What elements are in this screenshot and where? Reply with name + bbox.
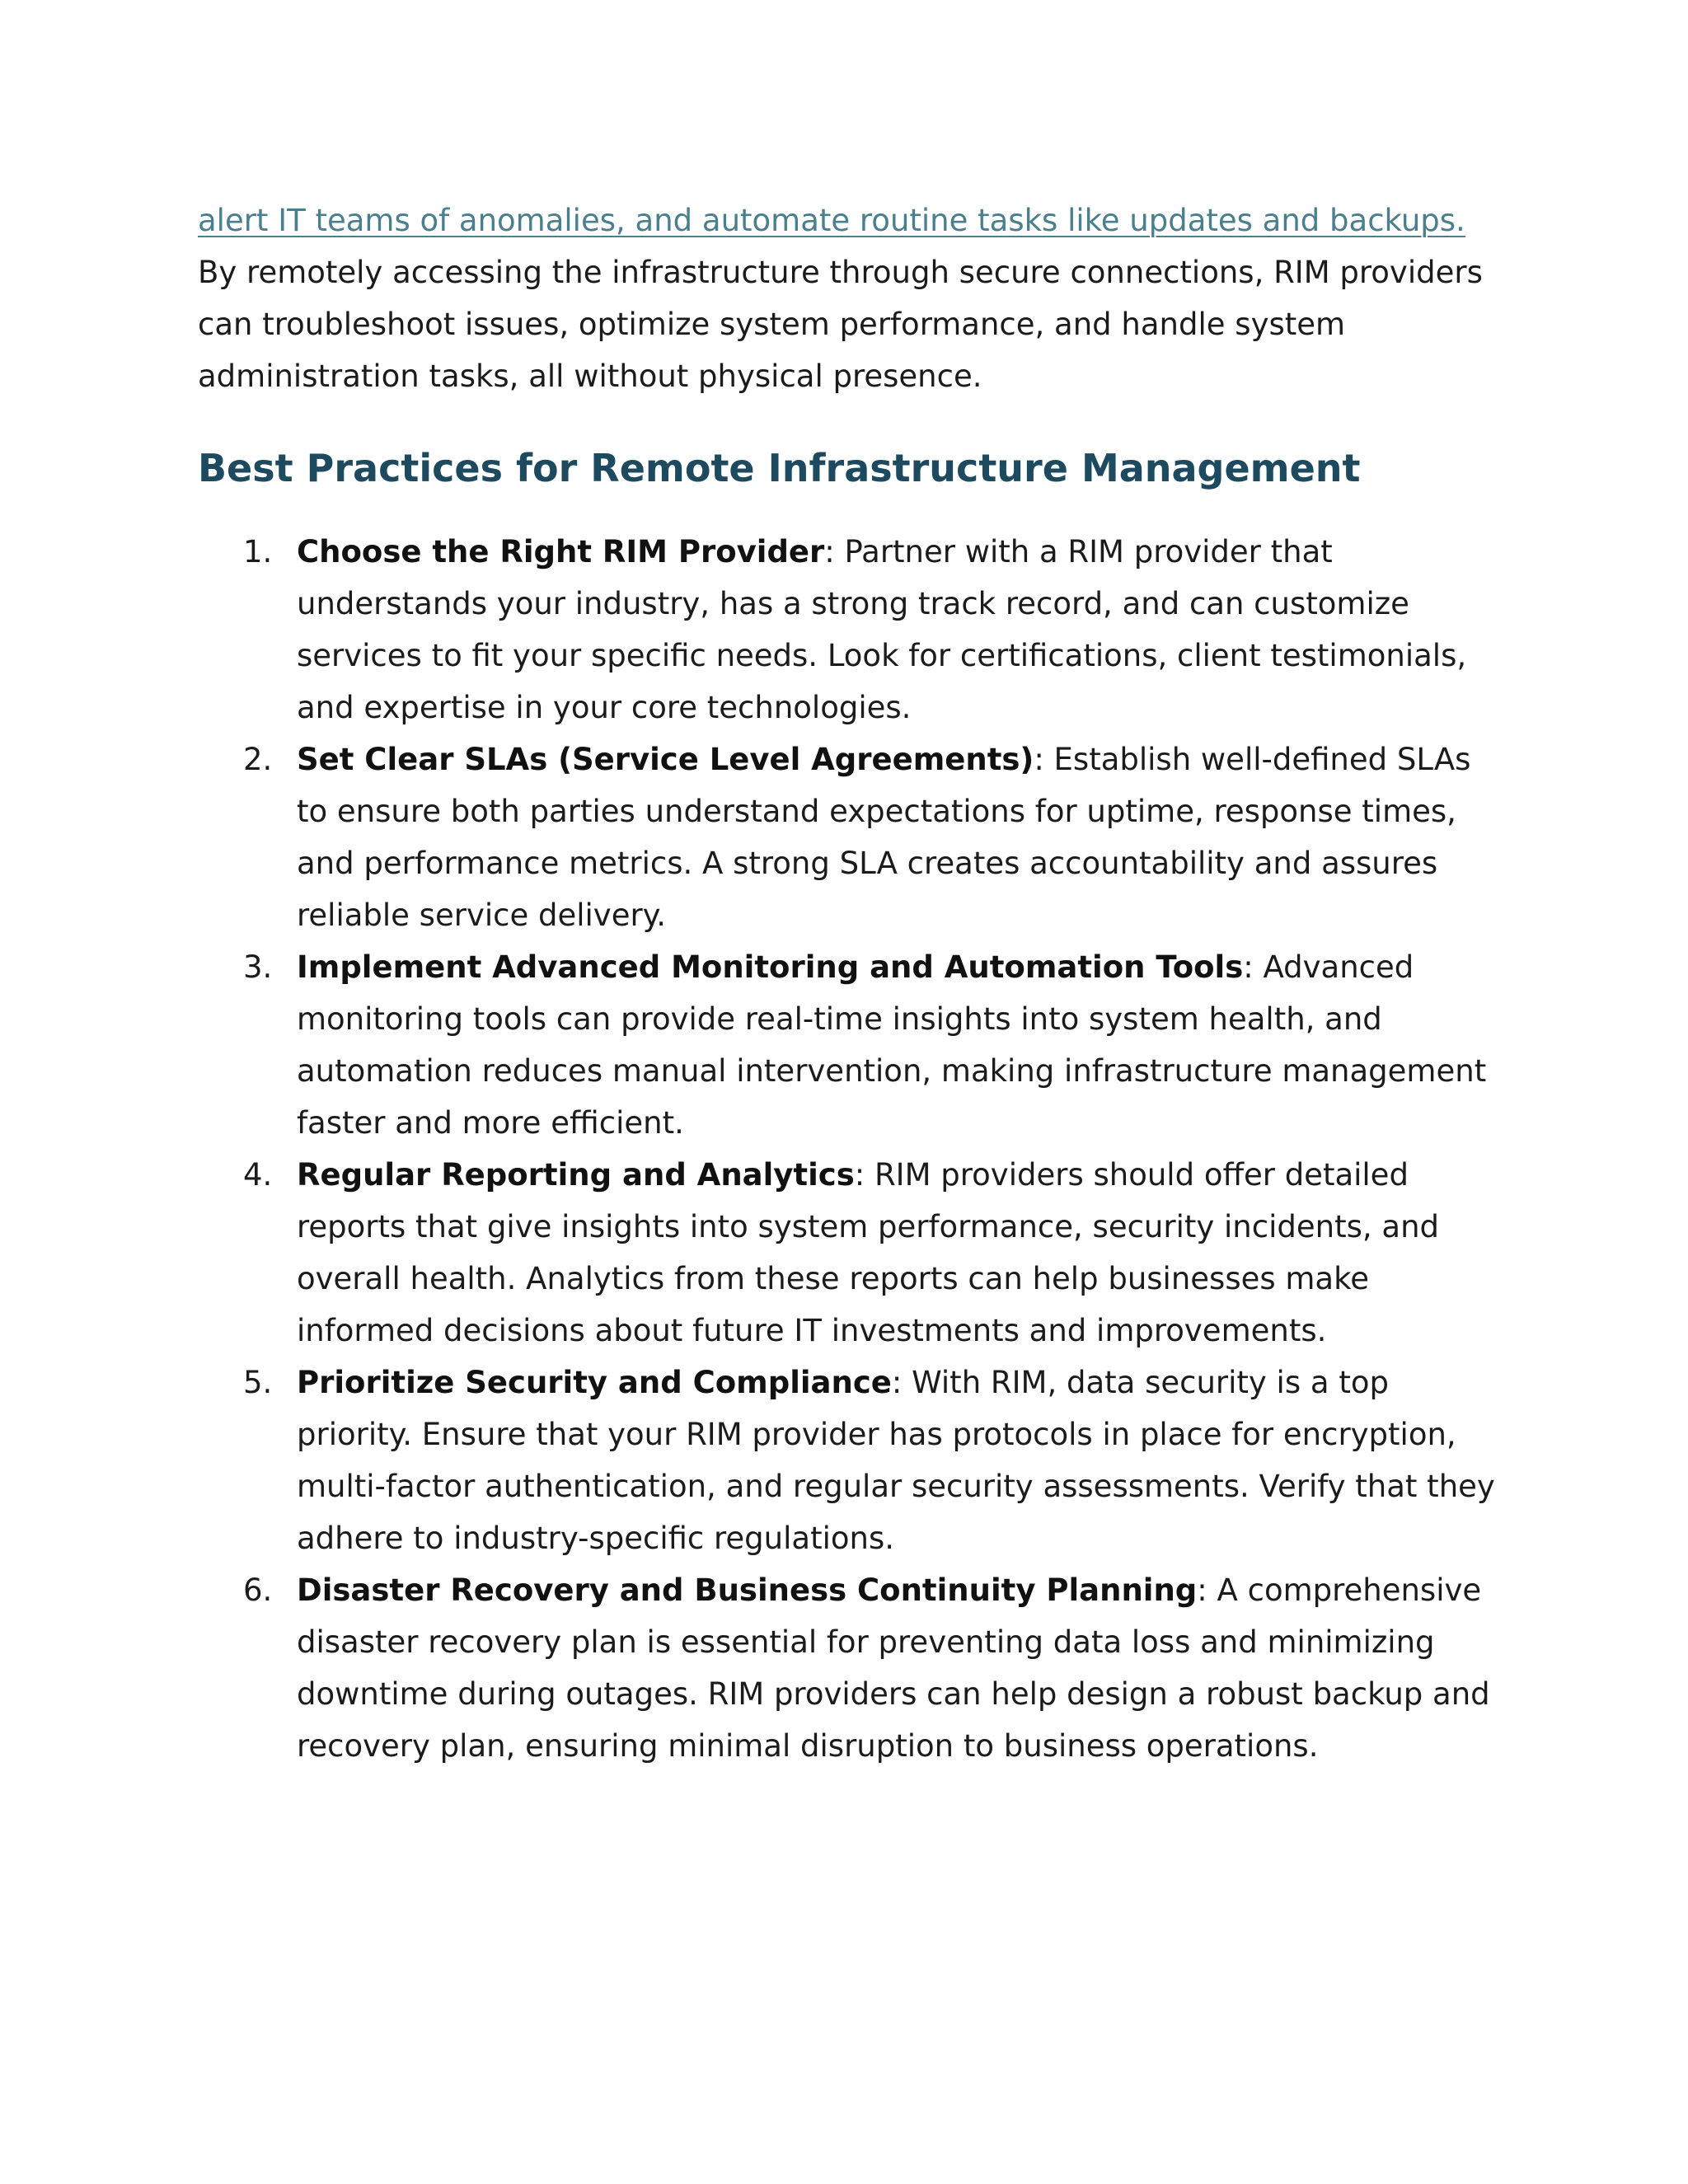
list-item-text: : With RIM, data security is a top priority. Ensure that your RIM provider has protocols in place for encryption, multi-factor authentication, and regular security assessments. Verify that they adhere to industry-specific regulations. <box>297 1365 1495 1556</box>
list-item-text: : A comprehensive disaster recovery plan is essential for preventing data loss and minimizing downtime during outages. RIM providers can help design a robust backup and recovery plan, ensuring minimal disruption to business operations. <box>297 1572 1490 1764</box>
list-item-number: 6. <box>243 1572 273 1608</box>
list-item-term: Regular Reporting and Analytics <box>297 1157 855 1193</box>
list-item-text: : Establish well-defined SLAs to ensure both parties understand expectations for uptime, response times, and performance metrics. A strong SLA creates accountability and assures reliable service delivery. <box>297 742 1471 933</box>
list-item-number: 1. <box>243 534 273 569</box>
list-item-text: : Advanced monitoring tools can provide real-time insights into system health, and automation reduces manual intervention, making infrastructure management faster and more efficient. <box>297 949 1487 1141</box>
document-content <box>198 194 1500 1772</box>
intro-paragraph: By remotely accessing the infrastructure through secure connections, RIM providers can troubleshoot issues, optimize system performance, and handle system administration tasks, all without physical presence. <box>198 255 1483 394</box>
list-item <box>198 941 1500 1149</box>
list-item <box>198 1564 1500 1772</box>
list-item-number: 4. <box>243 1157 273 1193</box>
list-item-term: Choose the Right RIM Provider <box>297 534 825 569</box>
list-item <box>198 1357 1500 1564</box>
list-item-term: Set Clear SLAs (Service Level Agreements) <box>297 742 1034 777</box>
list-item-number: 5. <box>243 1365 273 1400</box>
list-item-term: Implement Advanced Monitoring and Automation Tools <box>297 949 1244 985</box>
section-heading: Best Practices for Remote Infrastructure Management <box>198 446 1361 490</box>
list-item <box>198 733 1500 941</box>
list-item-term: Disaster Recovery and Business Continuity Planning <box>297 1572 1198 1608</box>
list-item-number: 3. <box>243 949 273 985</box>
list-item-text: : RIM providers should offer detailed reports that give insights into system performance, security incidents, and overall health. Analytics from these reports can help businesses make informed decisions about future IT investments and improvements. <box>297 1157 1440 1348</box>
list-item <box>198 526 1500 733</box>
intro-link[interactable]: alert IT teams of anomalies, and automate routine tasks like updates and backups. <box>198 203 1465 238</box>
best-practices-list <box>198 526 1500 1772</box>
list-item-text: : Partner with a RIM provider that understands your industry, has a strong track record, and can customize services to fit your specific needs. Look for certifications, client testimonials, and expertise in your core technologies. <box>297 534 1467 725</box>
list-item-term: Prioritize Security and Compliance <box>297 1365 892 1400</box>
list-item <box>198 1149 1500 1357</box>
list-item-number: 2. <box>243 742 273 777</box>
